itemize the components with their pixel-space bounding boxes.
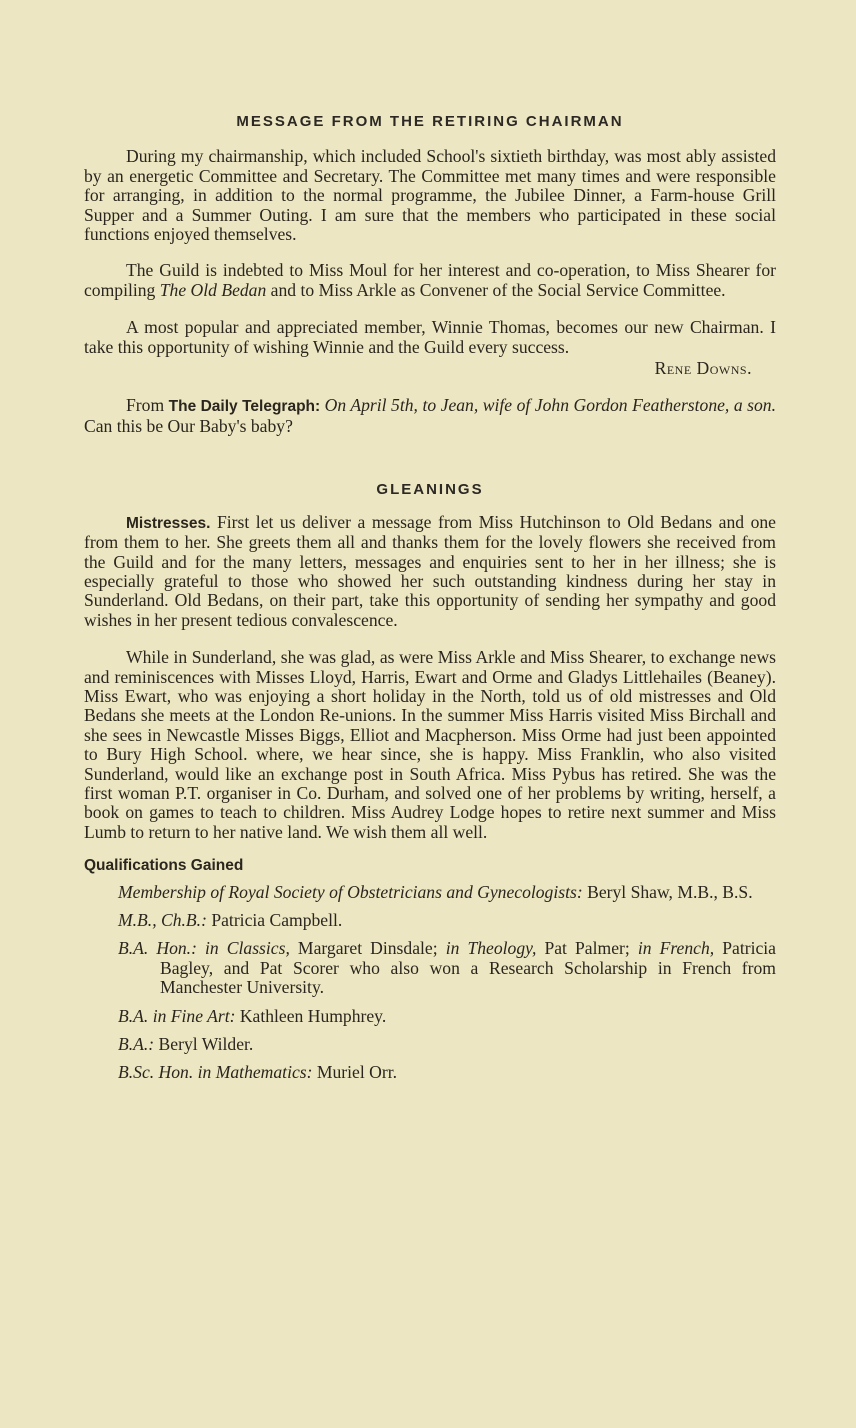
gleanings-paragraph-1 — [84, 513, 776, 630]
telegraph-question: Can this be Our Baby's baby? — [84, 415, 293, 436]
qualification-item — [84, 1063, 776, 1082]
qualification-item — [84, 911, 776, 930]
qualification-title: M.B., Ch.B.: — [118, 910, 207, 930]
birth-announcement: On April 5th, to Jean, wife of John Gordon Featherstone, a son. — [320, 395, 776, 416]
mistresses-label: Mistresses. — [126, 514, 211, 532]
qualifications-list — [84, 883, 776, 1083]
qualification-item — [84, 1007, 776, 1026]
qualification-holder: Patricia Bagley, and Pat Scorer who also won a Research Scholarship in French from Manchester University. — [160, 938, 776, 998]
message-paragraph-2 — [84, 261, 776, 300]
telegraph-prefix: From — [126, 395, 169, 416]
gleanings-paragraph-2: While in Sunderland, she was glad, as were Miss Arkle and Miss Shearer, to exchange news and reminiscences with Misses Lloyd, Harris, Ewart and Orme and Gladys Littlehailes (Beaney). Miss Ewart, who was enjoying a short holiday in the North, told us of old mistresses and Old Bedans she meets at the London Re-unions. In the summer Miss Harris visited Miss Birchall and she sees in Newcastle Misses Biggs, Elliot and Macpherson. Miss Orme had just been appointed to Bury High School. where, we hear since, she is happy. Miss Franklin, who also visited Sunderland, would like an exchange post in South Africa. Miss Pybus has retired. She was the first woman P.T. organiser in Co. Durham, and solved one of her problems by writing, herself, a book on games to teach to children. Miss Audrey Lodge hopes to retire next summer and Miss Lumb to return to her native land. We wish them all well. — [84, 647, 776, 842]
qualification-item — [84, 883, 776, 902]
qualification-holder: Margaret Dinsdale; — [289, 938, 446, 959]
newspaper-name: The Daily Telegraph: — [168, 398, 321, 416]
qualification-holder: Muriel Orr. — [312, 1062, 398, 1083]
qualification-holder: Pat Palmer; — [536, 938, 638, 959]
message-p2-text: The Guild is indebted to Miss Moul for her interest and co-operation, to Miss Shearer for compiling — [84, 260, 776, 300]
qualification-item — [84, 939, 776, 997]
qualifications-heading: Qualifications Gained — [84, 857, 244, 875]
qualification-title: B.A. Hon.: in Classics, — [118, 938, 290, 959]
message-paragraph-3: A most popular and appreciated member, Winnie Thomas, becomes our new Chairman. I take this opportunity of wishing Winnie and the Guild every success. — [84, 317, 776, 357]
document-body — [84, 112, 776, 1092]
qualification-subject: in Theology, — [445, 938, 537, 959]
qualification-title: Membership of Royal Society of Obstetricians and Gynecologists: — [118, 881, 583, 902]
signature: Rene Downs. — [654, 358, 752, 379]
qualification-title: B.A. in Fine Art: — [118, 1005, 236, 1026]
publication-title: The Old Bedan — [159, 279, 267, 300]
gleanings-heading: GLEANINGS — [376, 481, 484, 499]
gleanings-p1-text: First let us deliver a message from Miss Hutchinson to Old Bedans and one from them to her. She greets them all and thanks them for the lovely flowers she received from the Guild and for the many letters, messages and enquiries sent to her in her illness; she is especially grateful to those who showed her such outstanding kindness during her stay in Sunderland. Old Bedans, on their part, take this opportunity of sending her sympathy and good wishes in her present tedious convalescence. — [84, 511, 776, 630]
qualification-holder: Kathleen Humphrey. — [235, 1005, 387, 1026]
message-heading: MESSAGE FROM THE RETIRING CHAIRMAN — [236, 113, 624, 130]
telegraph-notice — [84, 396, 776, 436]
qualification-holder: Patricia Campbell. — [206, 910, 343, 930]
qualification-holder: Beryl Wilder. — [154, 1034, 254, 1055]
message-p2-text-end: and to Miss Arkle as Convener of the Social Service Committee. — [266, 279, 726, 300]
qualification-subject: in French, — [637, 938, 715, 959]
message-paragraph-1: During my chairmanship, which included School's sixtieth birthday, was most ably assisted by an energetic Committee and Secretary. The Committee met many times and were responsible for arranging, in addition to the normal programme, the Jubilee Dinner, a Farm-house Grill Supper and a Summer Outing. I am sure that the members who participated in these social functions enjoyed themselves. — [84, 146, 776, 245]
qualification-title: B.A.: — [118, 1034, 155, 1055]
qualification-title: B.Sc. Hon. in Mathematics: — [118, 1062, 313, 1083]
qualification-holder: Beryl Shaw, M.B., B.S. — [582, 881, 753, 902]
qualification-item — [84, 1035, 776, 1054]
